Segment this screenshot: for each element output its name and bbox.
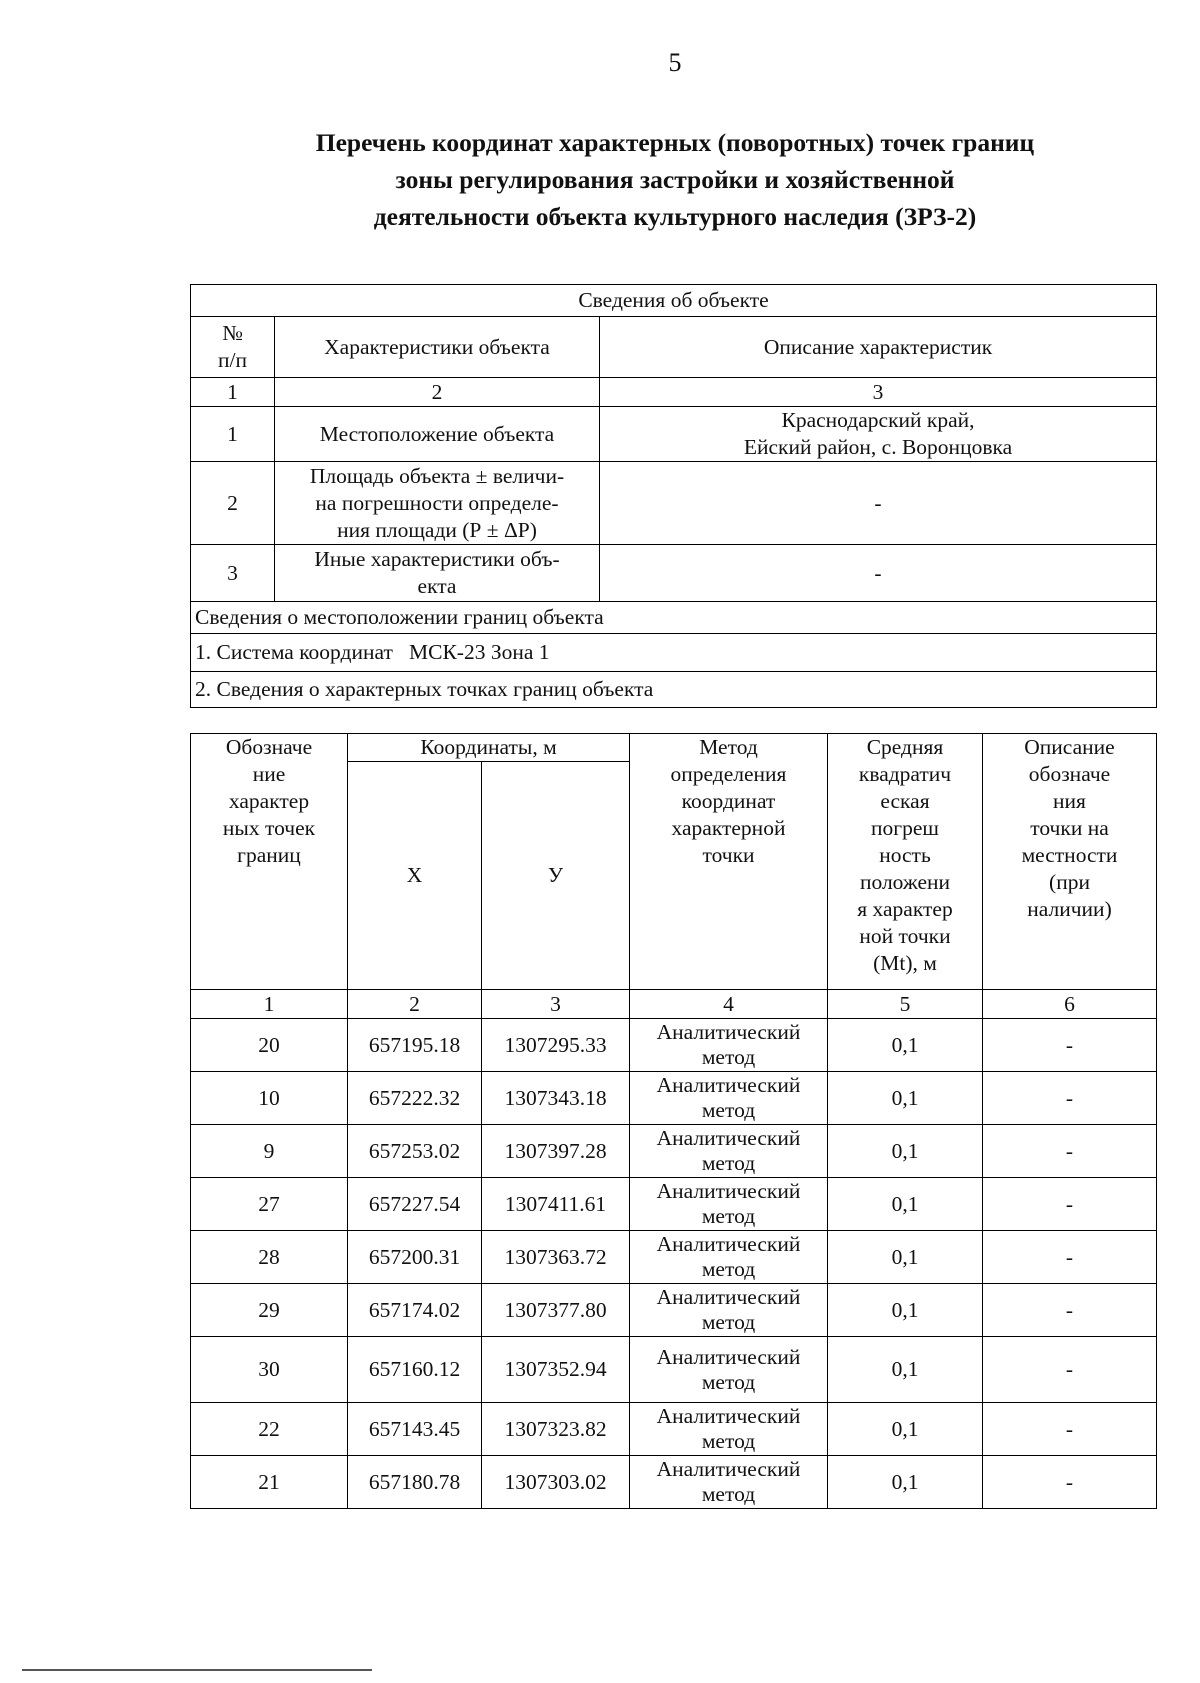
object-info-row <box>191 462 1157 545</box>
header-line: точки на <box>1030 816 1109 840</box>
point-x: 657143.45 <box>348 1403 482 1456</box>
point-error: 0,1 <box>828 1125 983 1178</box>
point-description-header <box>983 734 1157 990</box>
point-y: 1307343.18 <box>482 1072 630 1125</box>
error-header <box>828 734 983 990</box>
coordinates-header: Координаты, м <box>348 734 630 762</box>
characteristic-line: екта <box>417 574 457 598</box>
row-number: 2 <box>191 462 275 545</box>
point-description: - <box>983 1125 1157 1178</box>
characteristic-line: ния площади (Р ± ΔР) <box>337 517 537 542</box>
description-cell <box>600 462 1157 545</box>
point-id: 30 <box>191 1337 348 1403</box>
method-line: Аналитический <box>656 1457 801 1481</box>
designation-header <box>191 734 348 990</box>
characteristic-line: Иные характеристики объ- <box>314 547 560 571</box>
column-number: 5 <box>828 990 983 1019</box>
column-number: 3 <box>600 378 1157 407</box>
point-description: - <box>983 1019 1157 1072</box>
object-info-section-title: Сведения об объекте <box>191 285 1157 317</box>
point-row <box>191 1403 1157 1456</box>
points-section-title: 2. Сведения о характерных точках границ объекта <box>191 672 1157 708</box>
header-line: (Mt), м <box>873 951 937 975</box>
title-line-3: деятельности объекта культурного наследия (ЗРЗ-2) <box>373 202 977 231</box>
point-id: 28 <box>191 1231 348 1284</box>
description-line: - <box>874 490 882 515</box>
point-x: 657200.31 <box>348 1231 482 1284</box>
header-line: характерной <box>671 816 786 840</box>
method-line: метод <box>701 1310 756 1334</box>
column-number: 2 <box>275 378 600 407</box>
point-method <box>630 1284 828 1337</box>
point-row <box>191 1019 1157 1072</box>
column-number: 3 <box>482 990 630 1019</box>
point-y: 1307303.02 <box>482 1456 630 1509</box>
point-error: 0,1 <box>828 1072 983 1125</box>
header-line: (при <box>1049 870 1090 894</box>
column-number: 1 <box>191 378 275 407</box>
point-method <box>630 1178 828 1231</box>
characteristic-line: Площадь объекта ± величи- <box>309 463 565 488</box>
coordinate-system: 1. Система координат МСК-23 Зона 1 <box>191 634 1157 672</box>
point-method <box>630 1456 828 1509</box>
row-number: 1 <box>191 407 275 462</box>
point-row <box>191 1284 1157 1337</box>
point-description: - <box>983 1403 1157 1456</box>
point-y: 1307295.33 <box>482 1019 630 1072</box>
point-method <box>630 1403 828 1456</box>
object-info-table <box>190 284 1157 708</box>
method-line: метод <box>701 1257 756 1281</box>
method-line: метод <box>701 1151 756 1175</box>
point-row <box>191 1456 1157 1509</box>
point-description: - <box>983 1231 1157 1284</box>
point-error: 0,1 <box>828 1403 983 1456</box>
column-number: 2 <box>348 990 482 1019</box>
characteristic-cell <box>275 545 600 602</box>
point-row <box>191 1125 1157 1178</box>
description-cell <box>600 407 1157 462</box>
header-line: ных точек <box>222 816 316 840</box>
method-line: Аналитический <box>656 1073 801 1097</box>
title-line-2: зоны регулирования застройки и хозяйственной <box>395 165 955 194</box>
point-description: - <box>983 1072 1157 1125</box>
object-info-row <box>191 407 1157 462</box>
point-x: 657253.02 <box>348 1125 482 1178</box>
method-line: Аналитический <box>656 1179 801 1203</box>
point-id: 9 <box>191 1125 348 1178</box>
point-x: 657227.54 <box>348 1178 482 1231</box>
method-line: Аналитический <box>656 1126 801 1150</box>
point-error: 0,1 <box>828 1019 983 1072</box>
point-description: - <box>983 1456 1157 1509</box>
point-x: 657160.12 <box>348 1337 482 1403</box>
header-line: еская <box>880 789 930 813</box>
header-line: границ <box>237 843 301 867</box>
header-line: Метод <box>699 735 758 759</box>
point-x: 657222.32 <box>348 1072 482 1125</box>
header-line: определения <box>670 762 787 786</box>
point-method <box>630 1072 828 1125</box>
point-y: 1307411.61 <box>482 1178 630 1231</box>
header-line: ние <box>252 762 286 786</box>
point-description: - <box>983 1284 1157 1337</box>
header-line: ность <box>879 843 931 867</box>
point-error: 0,1 <box>828 1284 983 1337</box>
method-line: метод <box>701 1204 756 1228</box>
point-description: - <box>983 1337 1157 1403</box>
point-row <box>191 1231 1157 1284</box>
method-line: метод <box>701 1098 756 1122</box>
location-section-title: Сведения о местоположении границ объекта <box>191 602 1157 634</box>
point-method <box>630 1019 828 1072</box>
page-number: 5 <box>668 48 682 77</box>
characteristic-line: на погрешности определе- <box>315 490 559 515</box>
method-line: Аналитический <box>656 1232 801 1256</box>
header-line: погреш <box>871 816 939 840</box>
characteristic-cell <box>275 407 600 462</box>
method-line: метод <box>701 1429 756 1453</box>
header-line: ния <box>1053 789 1086 813</box>
x-header: X <box>348 762 482 990</box>
header-line: Обозначе <box>225 735 313 759</box>
point-x: 657180.78 <box>348 1456 482 1509</box>
y-header: У <box>482 762 630 990</box>
point-error: 0,1 <box>828 1178 983 1231</box>
description-cell <box>600 545 1157 602</box>
description-line: Ейский район, с. Воронцовка <box>743 435 1013 459</box>
point-method <box>630 1337 828 1403</box>
method-line: Аналитический <box>656 1020 801 1044</box>
point-error: 0,1 <box>828 1456 983 1509</box>
column-number: 1 <box>191 990 348 1019</box>
column-number: 6 <box>983 990 1157 1019</box>
description-line: Краснодарский край, <box>781 408 975 432</box>
header-line: положени <box>859 870 951 894</box>
point-error: 0,1 <box>828 1231 983 1284</box>
characteristic-cell <box>275 462 600 545</box>
header-line: координат <box>681 789 776 813</box>
header-line: Средняя <box>866 735 944 759</box>
point-y: 1307363.72 <box>482 1231 630 1284</box>
header-line: квадратич <box>858 762 952 786</box>
header-line: характер <box>228 789 310 813</box>
point-x: 657195.18 <box>348 1019 482 1072</box>
header-line: я характер <box>857 897 953 921</box>
num-header-line-1: № <box>222 321 243 345</box>
title-line-1: Перечень координат характерных (поворотных) точек границ <box>315 128 1035 157</box>
document-title <box>200 124 1150 235</box>
object-info-row <box>191 545 1157 602</box>
num-header <box>191 317 275 378</box>
point-y: 1307352.94 <box>482 1337 630 1403</box>
point-row <box>191 1072 1157 1125</box>
method-header <box>630 734 828 990</box>
header-line: точки <box>702 843 755 867</box>
point-x: 657174.02 <box>348 1284 482 1337</box>
row-number: 3 <box>191 545 275 602</box>
point-y: 1307377.80 <box>482 1284 630 1337</box>
characteristic-header: Характеристики объекта <box>275 317 600 378</box>
num-header-line-2: п/п <box>218 348 247 372</box>
point-y: 1307397.28 <box>482 1125 630 1178</box>
point-row <box>191 1337 1157 1403</box>
bottom-divider <box>22 1669 372 1671</box>
header-line: ной точки <box>859 924 951 948</box>
method-line: метод <box>701 1369 756 1394</box>
header-line: наличии) <box>1027 897 1112 921</box>
characteristic-line: Местоположение объекта <box>319 421 555 446</box>
method-line: Аналитический <box>656 1344 801 1369</box>
method-line: Аналитический <box>656 1404 801 1428</box>
point-id: 21 <box>191 1456 348 1509</box>
point-id: 29 <box>191 1284 348 1337</box>
column-number: 4 <box>630 990 828 1019</box>
description-line: - <box>874 560 882 585</box>
points-table <box>190 733 1157 1509</box>
point-error: 0,1 <box>828 1337 983 1403</box>
method-line: метод <box>701 1045 756 1069</box>
description-header: Описание характеристик <box>600 317 1157 378</box>
method-line: Аналитический <box>656 1285 801 1309</box>
point-method <box>630 1231 828 1284</box>
point-id: 10 <box>191 1072 348 1125</box>
point-y: 1307323.82 <box>482 1403 630 1456</box>
point-id: 20 <box>191 1019 348 1072</box>
point-id: 27 <box>191 1178 348 1231</box>
point-id: 22 <box>191 1403 348 1456</box>
header-line: Описание <box>1024 735 1115 759</box>
point-method <box>630 1125 828 1178</box>
header-line: местности <box>1021 843 1118 867</box>
header-line: обозначе <box>1028 762 1111 786</box>
method-line: метод <box>701 1482 756 1506</box>
point-row <box>191 1178 1157 1231</box>
point-description: - <box>983 1178 1157 1231</box>
